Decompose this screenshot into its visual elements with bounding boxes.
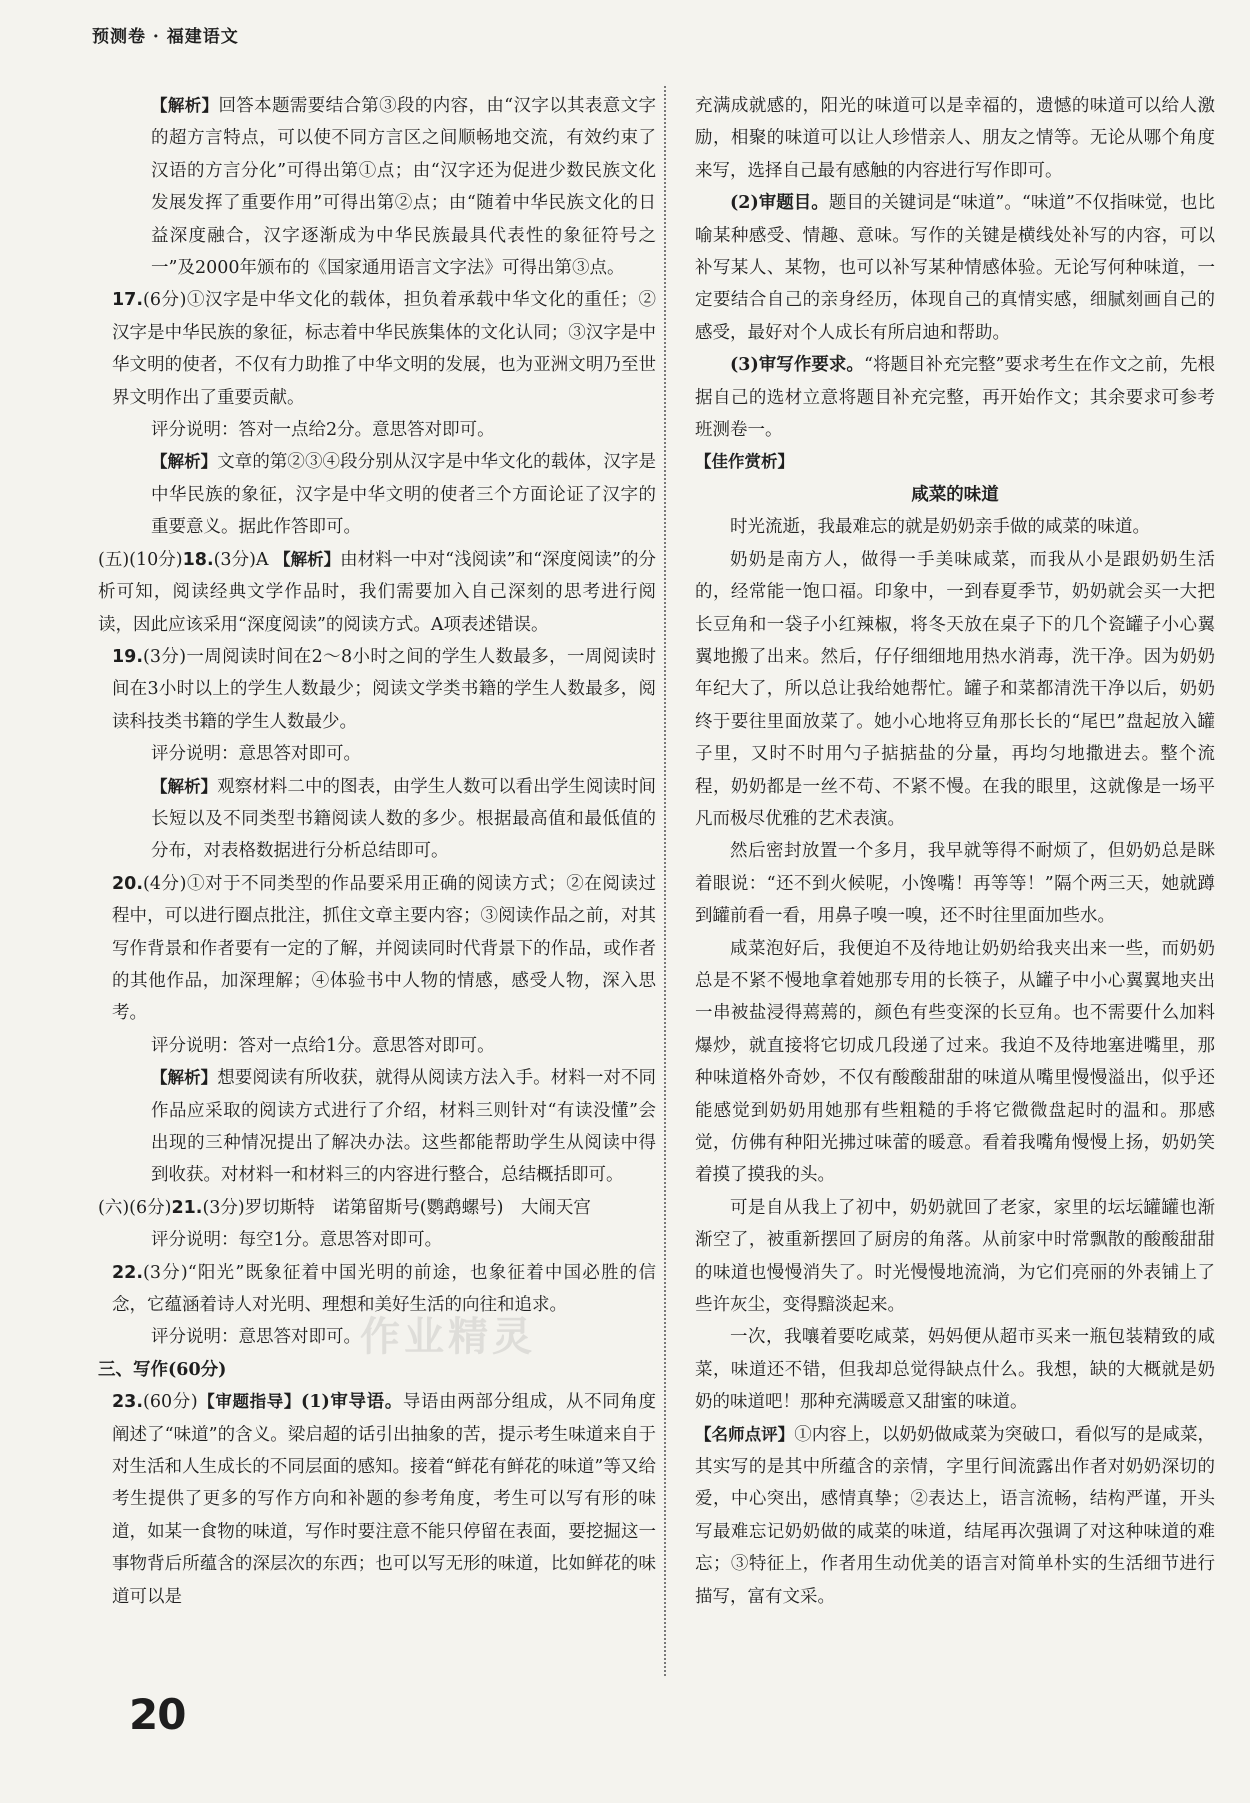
column-divider — [664, 86, 666, 1676]
analysis-19: 【解析】观察材料二中的图表，由学生人数可以看出学生阅读时间长短以及不同类型书籍阅读人数的多少。根据最高值和最低值的分布，对表格数据进行分析总结即可。 — [151, 776, 657, 862]
essay-paragraph: 奶奶是南方人，做得一手美味咸菜，而我从小是跟奶奶生活的，经常能一饱口福。印象中，一到春夏季节，奶奶就会买一大把长豆角和一袋子小红辣椒，将冬天放在桌子下的几个瓷罐子小心翼翼地搬了出来。然后，仔仔细细地用热水消毒，洗干净。因为奶奶年纪大了，所以总让我给她帮忙。罐子和菜都清洗干净以后，奶奶终于要往里面放菜了。她小心地将豆角那长长的“尾巴”盘起放入罐子里，又时不时用勺子掂掂盐的分量，再均匀地撒进去。整个流程，奶奶都是一丝不苟、不紧不慢。在我的眼里，这就像是一场平凡而极尽优雅的艺术表演。 — [695, 549, 1215, 829]
essay-paragraph: 然后密封放置一个多月，我早就等得不耐烦了，但奶奶总是眯着眼说：“还不到火候呢，小馋嘴！再等等！”隔个两三天，她就蹲到罐前看一看，用鼻子嗅一嗅，还不时往里面加些水。 — [695, 841, 1215, 927]
guidance-title: (2)审题目。题目的关键词是“味道”。“味道”不仅指味觉，也比喻某种感受、情趣、意味。写作的关键是横线处补写的内容，可以补写某人、某物，也可以补写某种情感体验。无论写何种味道，一定要结合自己的亲身经历，体现自己的真情实感，细腻刻画自己的感受，最好对个人成长有所启迪和帮助。 — [695, 193, 1215, 343]
score-note-17: 评分说明：答对一点给2分。意思答对即可。 — [151, 420, 495, 441]
essay-title: 咸菜的味道 — [911, 484, 999, 505]
answer-18: (五)(10分)18.(3分)A 【解析】由材料一中对“浅阅读”和“深度阅读”的分析可知，阅读经典文学作品时，我们需要加入自己深刻的思考进行阅读，因此应该采用“深度阅读”的阅读方式。A项表述错误。 — [98, 549, 656, 635]
answer-23: 23.(60分)【审题指导】(1)审导语。导语由两部分组成，从不同角度阐述了“味道”的含义。梁启超的话引出抽象的苦，提示考生味道来自于对生活和人生成长的不同层面的感知。接着“鲜花有鲜花的味道”等又给考生提供了更多的写作方向和补题的参考角度，考生可以写有形的味道，如某一食物的味道，写作时要注意不能只停留在表面，要挖掘这一事物背后所蕴含的深层次的东西；也可以写无形的味道，比如鲜花的味道可以是 — [112, 1392, 656, 1607]
score-note-22: 评分说明：意思答对即可。 — [151, 1327, 361, 1348]
watermark: 作业精灵 — [360, 1313, 536, 1360]
model-essay-tag: 【佳作赏析】 — [695, 452, 794, 472]
answer-21: (六)(6分)21.(3分)罗切斯特 诺第留斯号(鹦鹉螺号) 大闹天宫 — [98, 1197, 591, 1218]
section-heading-writing: 三、写作(60分) — [98, 1359, 227, 1380]
teacher-comment: 【名师点评】①内容上，以奶奶做咸菜为突破口，看似写的是咸菜，其实写的是其中所蕴含的亲情，字里行间流露出作者对奶奶深切的爱，中心突出，感情真挚；②表达上，语言流畅，结构严谨，开头写最难忘记奶奶做的咸菜的味道，结尾再次强调了对这种味道的难忘；③特征上，作者用生动优美的语言对简单朴实的生活细节进行描写，富有文采。 — [695, 1424, 1216, 1607]
page-number: 20 — [129, 1690, 186, 1739]
answer-19: 19.(3分)一周阅读时间在2～8小时之间的学生人数最多，一周阅读时间在3小时以上的学生人数最少；阅读文学类书籍的学生人数最多，阅读科技类书籍的学生人数最少。 — [112, 646, 656, 732]
guidance-requirements: (3)审写作要求。“将题目补充完整”要求考生在作文之前，先根据自己的选材立意将题目补充完整，再开始作文；其余要求可参考班测卷一。 — [695, 355, 1215, 441]
guidance-continued: 充满成就感的，阳光的味道可以是幸福的，遗憾的味道可以给人激励，相聚的味道可以让人珍惜亲人、朋友之情等。无论从哪个角度来写，选择自己最有感触的内容进行写作即可。 — [695, 96, 1215, 181]
essay-paragraph: 可是自从我上了初中，奶奶就回了老家，家里的坛坛罐罐也渐渐空了，被重新摆回了厨房的角落。从前家中时常飘散的酸酸甜甜的味道也慢慢消失了。时光慢慢地流淌，为它们亮丽的外表铺上了些许灰尘，变得黯淡起来。 — [695, 1197, 1215, 1316]
analysis-16: 【解析】回答本题需要结合第③段的内容，由“汉字以其表意文字的超方言特点，可以使不同方言区之间顺畅地交流，有效约束了汉语的方言分化”可得出第①点；由“汉字还为促进少数民族文化发展发挥了重要作用”可得出第②点；由“随着中华民族文化的日益深度融合，汉字逐渐成为中华民族最具代表性的象征符号之一”及2000年颁布的《国家通用语言文字法》可得出第③点。 — [151, 96, 656, 279]
left-column — [98, 90, 657, 1613]
right-column — [695, 90, 1215, 1613]
analysis-17: 【解析】文章的第②③④段分别从汉字是中华文化的载体，汉字是中华民族的象征，汉字是中华文明的使者三个方面论证了汉字的重要意义。据此作答即可。 — [151, 452, 657, 538]
score-note-19: 评分说明：意思答对即可。 — [151, 744, 361, 765]
answer-17: 17.(6分)①汉字是中华文化的载体，担负着承载中华文化的重任；②汉字是中华民族的象征，标志着中华民族集体的文化认同；③汉字是中华文明的使者，不仅有力助推了中华文明的发展，也为亚洲文明乃至世界文明作出了重要贡献。 — [112, 290, 656, 408]
essay-paragraph: 一次，我嚷着要吃咸菜，妈妈便从超市买来一瓶包装精致的咸菜，味道还不错，但我却总觉得缺点什么。我想，缺的大概就是奶奶的味道吧！那种充满暖意又甜蜜的味道。 — [695, 1327, 1215, 1413]
analysis-20: 【解析】想要阅读有所收获，就得从阅读方法入手。材料一对不同作品应采取的阅读方式进行了介绍，材料三则针对“有读没懂”会出现的三种情况提出了解决办法。这些都能帮助学生从阅读中得到收获。对材料一和材料三的内容进行整合，总结概括即可。 — [151, 1068, 657, 1186]
answer-20: 20.(4分)①对于不同类型的作品要采用正确的阅读方式；②在阅读过程中，可以进行圈点批注，抓住文章主要内容；③阅读作品之前，对其写作背景和作者要有一定的了解，并阅读同时代背景下的作品，或作者的其他作品，加深理解；④体验书中人物的情感，感受人物，深入思考。 — [112, 873, 656, 1024]
essay-paragraph: 时光流逝，我最难忘的就是奶奶亲手做的咸菜的味道。 — [730, 517, 1150, 538]
page-header: 预测卷 · 福建语文 — [92, 27, 239, 47]
score-note-21: 评分说明：每空1分。意思答对即可。 — [151, 1230, 443, 1251]
essay-paragraph: 咸菜泡好后，我便迫不及待地让奶奶给我夹出来一些，而奶奶总是不紧不慢地拿着她那专用的长筷子，从罐子中小心翼翼地夹出一串被盐浸得蔫蔫的，颜色有些变深的长豆角。也不需要什么加料爆炒，就直接将它切成几段递了过来。我迫不及待地塞进嘴里，那种味道格外奇妙，不仅有酸酸甜甜的味道从嘴里慢慢溢出，似乎还能感觉到奶奶用她那有些粗糙的手将它微微盘起时的温和。那感觉，仿佛有种阳光拂过味蕾的暖意。看着我嘴角慢慢上扬，奶奶笑着摸了摸我的头。 — [695, 938, 1215, 1186]
score-note-20: 评分说明：答对一点给1分。意思答对即可。 — [151, 1035, 495, 1056]
answer-22: 22.(3分)“阳光”既象征着中国光明的前途，也象征着中国必胜的信念，它蕴涵着诗人对光明、理想和美好生活的向往和追求。 — [112, 1262, 656, 1316]
